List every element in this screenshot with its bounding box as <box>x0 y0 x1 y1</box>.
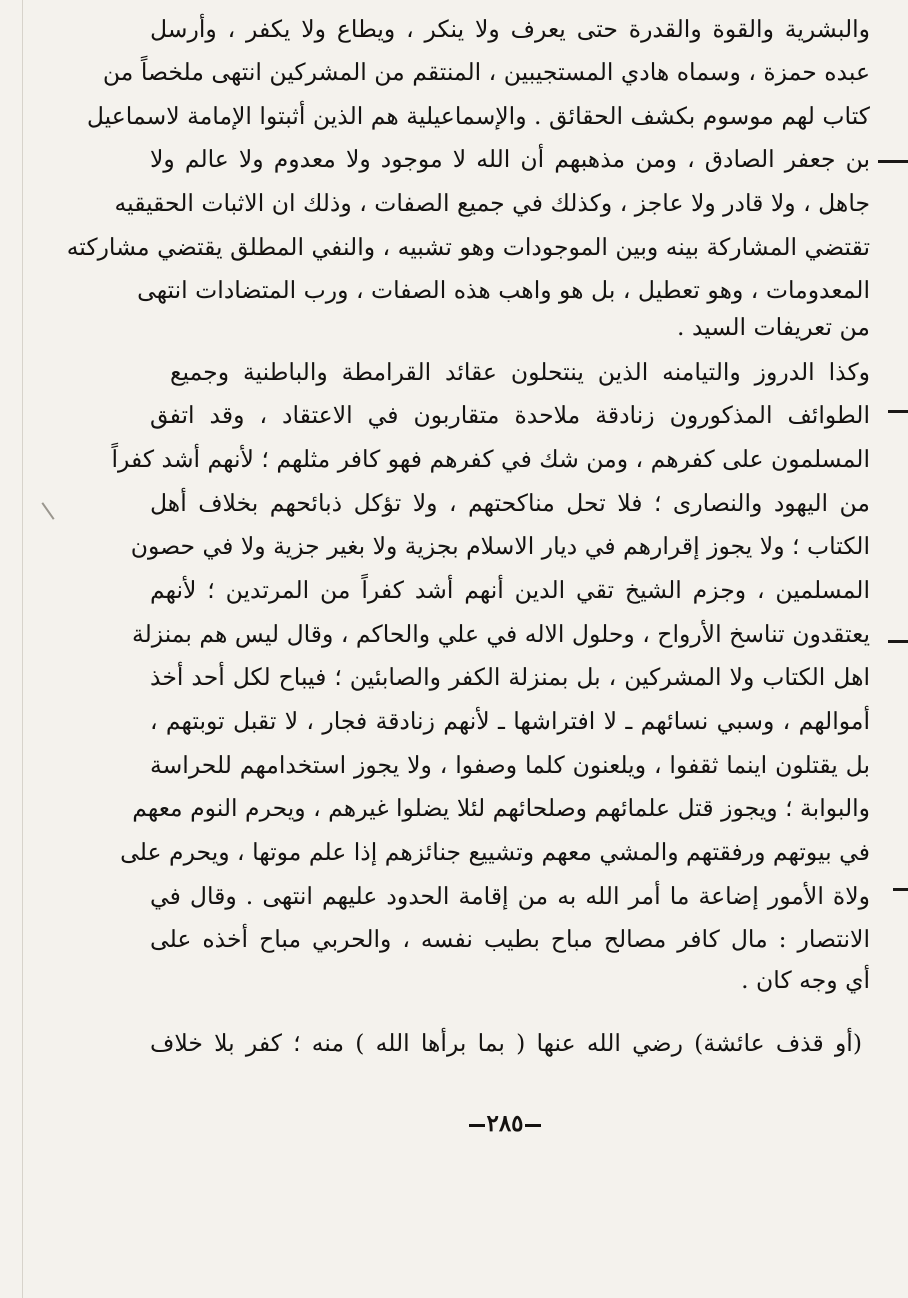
text-line: والبوابة ؛ ويجوز قتل علمائهم وصلحائهم لئلا يضلوا غيرهم ، ويحرم النوم معهم <box>132 794 870 822</box>
margin-tick-mark <box>888 410 908 413</box>
text-line: بل يقتلون اينما ثقفوا ، ويلعنون كلما وصفوا ، ولا يجوز استخدامهم للحراسة <box>150 751 870 779</box>
text-line: من اليهود والنصارى ؛ فلا تحل مناكحتهم ، ولا تؤكل ذبائحهم بخلاف أهل <box>150 489 870 517</box>
text-line: كتاب لهم موسوم بكشف الحقائق . والإسماعيلية هم الذين أثبتوا الإمامة لاسماعيل <box>86 102 870 130</box>
text-line: المسلمين ، وجزم الشيخ تقي الدين أنهم أشد كفراً من المرتدين ؛ لأنهم <box>150 576 870 604</box>
stray-pen-mark <box>41 502 54 520</box>
text-line: يعتقدون تناسخ الأرواح ، وحلول الاله في علي والحاكم ، وقال ليس هم بمنزلة <box>131 620 870 648</box>
text-line: عبده حمزة ، وسماه هادي المستجيبين ، المنتقم من المشركين انتهى ملخصاً من <box>102 58 870 86</box>
text-line: الطوائف المذكورون زنادقة ملاحدة متقاربون في الاعتقاد ، وقد اتفق <box>150 401 870 429</box>
text-line: المسلمون على كفرهم ، ومن شك في كفرهم فهو كافر مثلهم ؛ لأنهم أشد كفراً <box>111 445 870 473</box>
text-line-new-section: (أو قذف عائشة) رضي الله عنها ( بما برأها الله ) منه ؛ كفر بلا خلاف <box>150 1029 862 1057</box>
page-edge-line <box>22 0 23 1298</box>
text-line: اهل الكتاب ولا المشركين ، بل بمنزلة الكفر والصابئين ؛ فيباح لكل أحد أخذ <box>150 663 870 691</box>
page-number-dash <box>469 1124 485 1127</box>
text-line: من تعريفات السيد . <box>677 313 870 341</box>
text-line: في بيوتهم ورفقتهم والمشي معهم وتشييع جنائزهم إذا علم موتها ، ويحرم على <box>120 838 870 866</box>
text-line: جاهل ، ولا قادر ولا عاجز ، وكذلك في جميع الصفات ، وذلك ان الاثبات الحقيقيه <box>114 189 870 217</box>
page-number <box>460 1106 550 1142</box>
text-line: أموالهم ، وسبي نسائهم ـ لا افتراشها ـ لأنهم زنادقة فجار ، لا تقبل توبتهم ، <box>150 707 870 735</box>
text-line: أي وجه كان . <box>741 966 870 994</box>
text-line: الانتصار : مال كافر مصالح مباح بطيب نفسه ، والحربي مباح أخذه على <box>150 925 870 953</box>
text-line: بن جعفر الصادق ، ومن مذهبهم أن الله لا موجود ولا معدوم ولا عالم ولا <box>150 145 870 173</box>
text-line: ولاة الأمور إضاعة ما أمر الله به من إقامة الحدود عليهم انتهى . وقال في <box>150 882 870 910</box>
margin-tick-mark <box>888 640 908 643</box>
page-number-dash <box>525 1124 541 1127</box>
text-line: والبشرية والقوة والقدرة حتى يعرف ولا ينكر ، ويطاع ولا يكفر ، وأرسل <box>150 15 870 43</box>
text-line: تقتضي المشاركة بينه وبين الموجودات وهو تشبيه ، والنفي المطلق يقتضي مشاركته <box>66 233 870 261</box>
page-number-value: ٢٨٥ <box>486 1110 524 1137</box>
text-line-paragraph-start: وكذا الدروز والتيامنه الذين ينتحلون عقائد القرامطة والباطنية وجميع <box>170 358 870 386</box>
text-line: المعدومات ، وهو تعطيل ، بل هو واهب هذه الصفات ، ورب المتضادات انتهى <box>137 276 870 304</box>
text-line: الكتاب ؛ ولا يجوز إقرارهم في ديار الاسلام بجزية ولا بغير جزية ولا في حصون <box>130 532 870 560</box>
margin-tick-mark <box>893 888 908 891</box>
margin-tick-mark <box>878 160 908 163</box>
